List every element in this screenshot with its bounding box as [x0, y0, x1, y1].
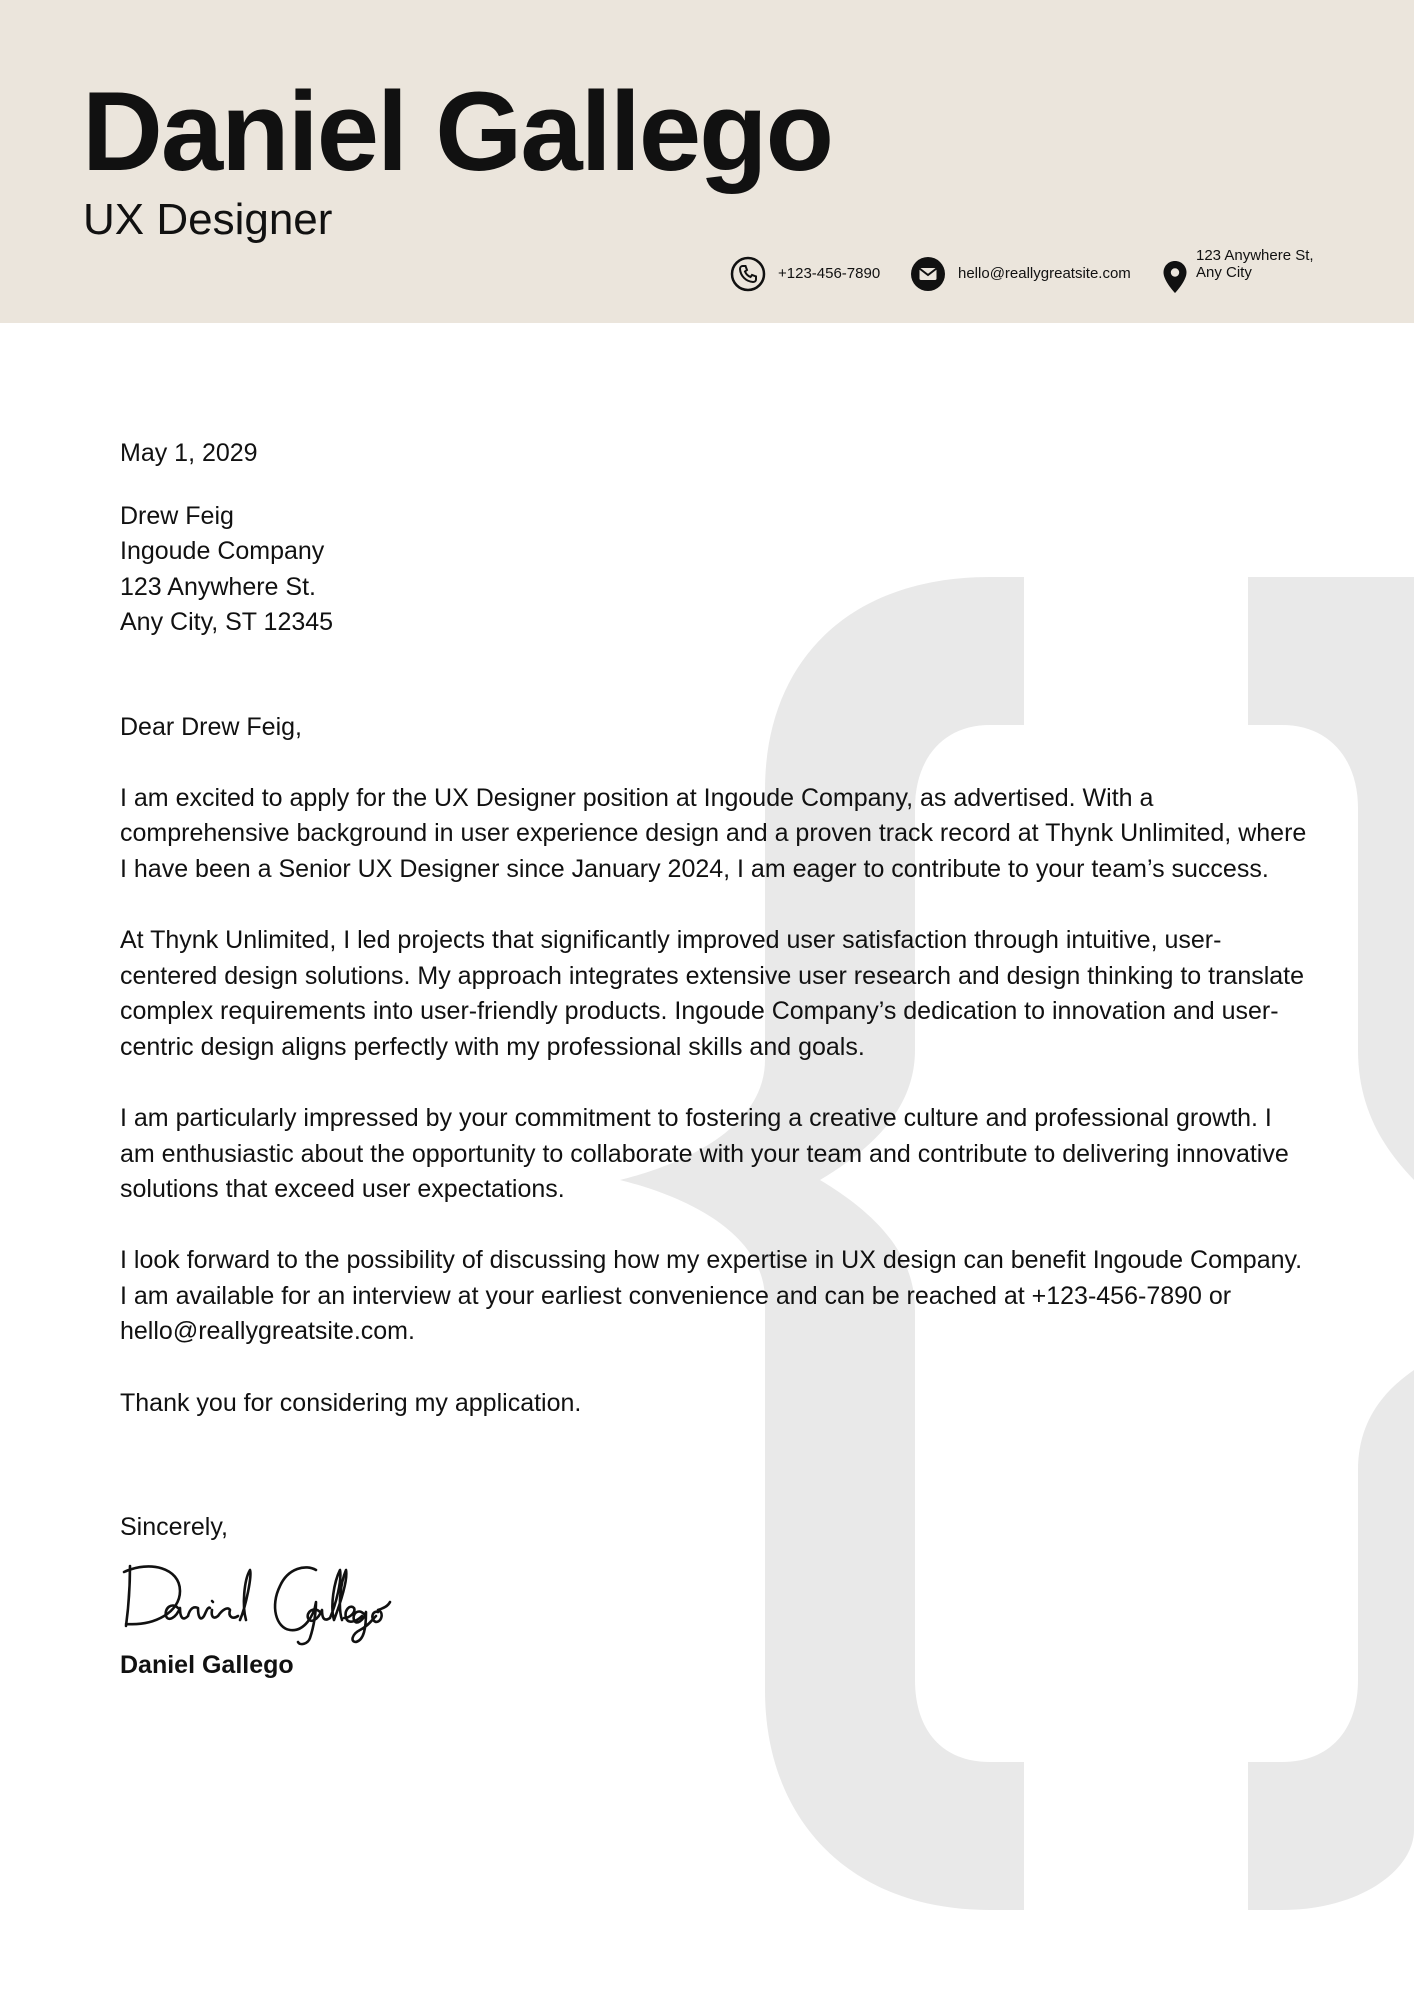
recipient-name: Drew Feig	[120, 501, 234, 530]
recipient-block	[120, 499, 1310, 641]
body-paragraph: At Thynk Unlimited, I led projects that significantly improved user satisfaction through intuitive, user-centered design solutions. My approach integrates extensive user research and design thinking to translate complex requirements into user-friendly products. Ingoude Company’s dedication to innovation and user-centric design aligns perfectly with my professional skills and goals.	[120, 925, 1305, 1061]
body-paragraph: I am excited to apply for the UX Designer position at Ingoude Company, as advertised. With a comprehensive background in user experience design and a proven track record at Thynk Unlimited, where I have been a Senior UX Designer since January 2024, I am eager to contribute to your team’s success.	[120, 783, 1307, 883]
salutation: Dear Drew Feig,	[120, 712, 302, 741]
handwritten-signature	[120, 1546, 1310, 1646]
recipient-street: 123 Anywhere St.	[120, 572, 316, 601]
letter-body	[120, 436, 1310, 1683]
contact-phone-text: +123-456-7890	[778, 264, 881, 282]
job-title: UX Designer	[83, 195, 333, 244]
phone-icon	[730, 256, 766, 292]
recipient-city: Any City, ST 12345	[120, 608, 334, 637]
contact-address	[1162, 248, 1316, 294]
contact-email-text: hello@reallygreatsite.com	[958, 264, 1131, 282]
body-paragraph: I am particularly impressed by your commitment to fostering a creative culture and professional growth. I am enthusiastic about the opportunity to collaborate with your team and contribute to delivering innovative solutions that exceed user expectations.	[120, 1103, 1289, 1204]
contact-address-text: 123 Anywhere St, Any City	[1196, 247, 1314, 281]
closing: Sincerely,	[120, 1513, 228, 1542]
location-pin-icon	[1162, 260, 1188, 294]
applicant-name: Daniel Gallego	[82, 69, 832, 194]
body-paragraph: Thank you for considering my application.	[120, 1388, 582, 1417]
contact-phone	[730, 256, 880, 292]
contact-email	[910, 256, 1131, 292]
recipient-company: Ingoude Company	[120, 537, 325, 566]
signer-name: Daniel Gallego	[120, 1650, 294, 1679]
header-banner	[0, 0, 1414, 323]
letter-date: May 1, 2029	[120, 439, 258, 467]
envelope-icon	[910, 256, 946, 292]
body-paragraph: I look forward to the possibility of discussing how my expertise in UX design can benefit Ingoude Company. I am available for an interview at your earliest convenience and can be reached at +123-456-7890 or hello@reallygreatsite.com.	[120, 1246, 1303, 1346]
